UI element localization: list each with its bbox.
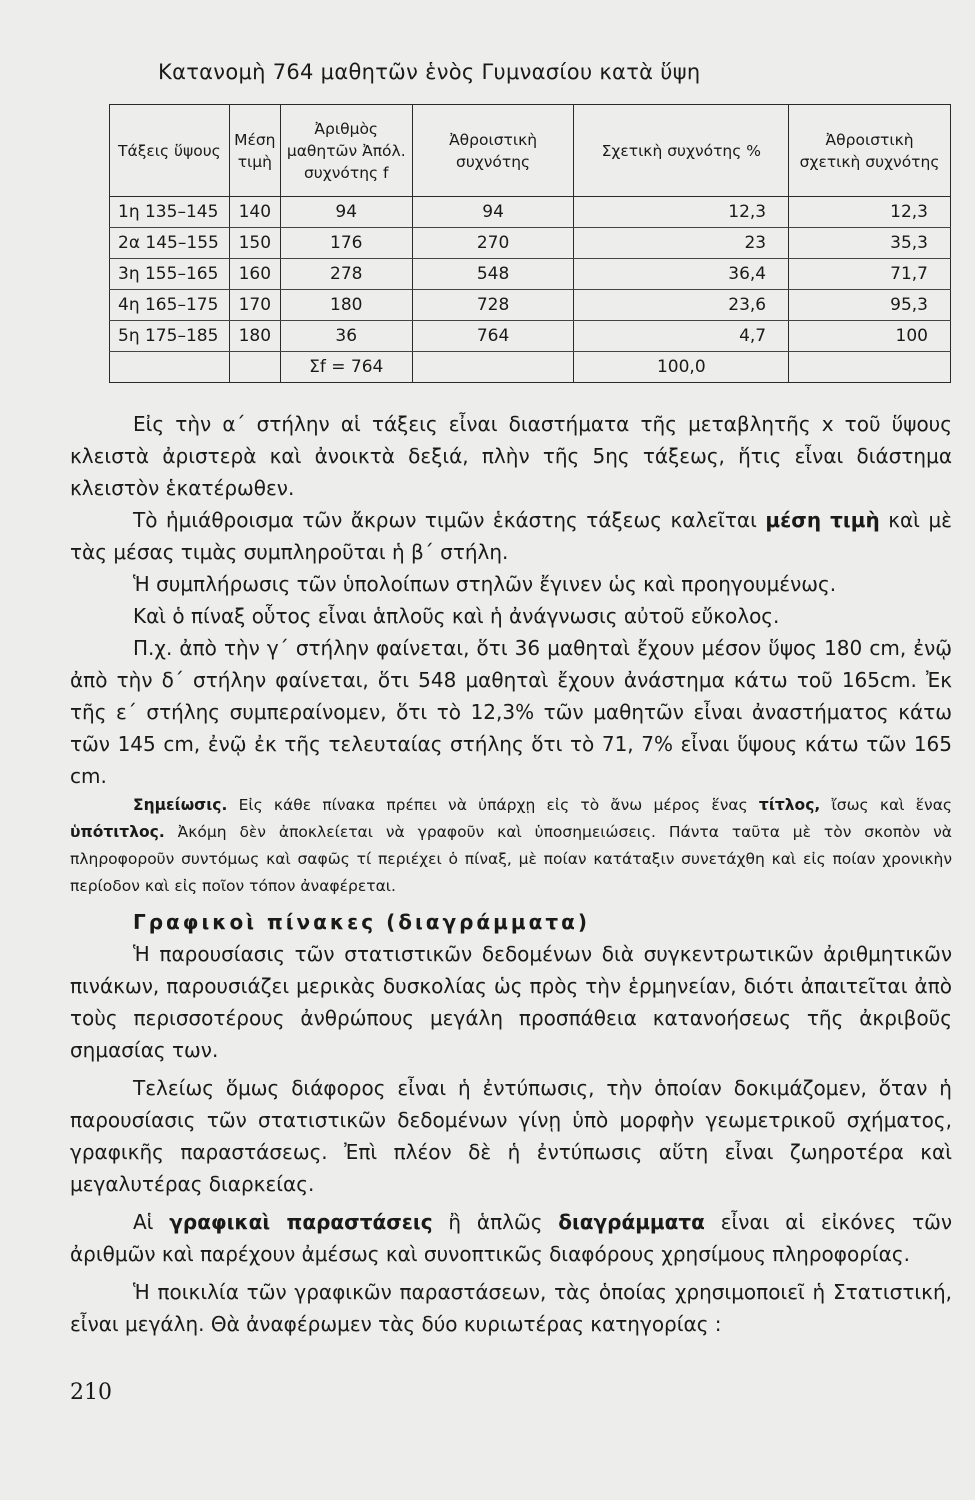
cell-class: 1η 135–145 xyxy=(110,197,230,228)
cell-cumulative-relative: 95,3 xyxy=(789,290,951,321)
cell-mean: 170 xyxy=(229,290,280,321)
header-cumulative-relative: Ἀθροιστικὴ σχετικὴ συχνότης xyxy=(789,105,951,197)
cell-class: 3η 155–165 xyxy=(110,259,230,290)
paragraph: Καὶ ὁ πίναξ οὗτος εἶναι ἁπλοῦς καὶ ἡ ἀνάγνωσις αὐτοῦ εὔκολος. xyxy=(133,604,780,628)
cell-frequency: 176 xyxy=(280,228,412,259)
table-row xyxy=(110,228,951,259)
note-label: Σημείωσις. xyxy=(133,796,228,814)
table-row xyxy=(110,321,951,352)
cell-mean: 140 xyxy=(229,197,280,228)
bold-term: μέση τιμὴ xyxy=(765,508,880,532)
cell-cumulative-relative: 71,7 xyxy=(789,259,951,290)
table-header-row xyxy=(110,105,951,197)
cell-class: 5η 175–185 xyxy=(110,321,230,352)
cell-frequency: 36 xyxy=(280,321,412,352)
cell-mean: 150 xyxy=(229,228,280,259)
cell-cumulative: 764 xyxy=(412,321,574,352)
header-cumulative: Ἀθροιστικὴ συχνότης xyxy=(412,105,574,197)
header-frequency: Ἀριθμὸς μαθητῶν Ἀπόλ. συχνότης f xyxy=(280,105,412,197)
paragraph: Τελείως ὅμως διάφορος εἶναι ἡ ἐντύπωσις, τὴν ὁποίαν δοκιμάζομεν, ὅταν ἡ παρουσίασις τῶν στατιστικῶν δεδομένων γίνῃ ὑπὸ μορφὴν γεωμετρικοῦ σχήματος, γραφικῆς παραστάσεως. Ἐπὶ πλέον δὲ ἡ ἐντύπωσις αὕτη εἶναι ζωηροτέρα καὶ μεγαλυτέρας διαρκείας. xyxy=(70,1076,952,1196)
cell-total-frequency: Σf = 764 xyxy=(280,352,412,383)
paragraph: Αἱ γραφικαὶ παραστάσεις ἢ ἁπλῶς διαγράμματα εἶναι αἱ εἰκόνες τῶν ἀριθμῶν καὶ παρέχουν ἀμέσως καὶ συνοπτικῶς διαφόρους χρησίμους πληροφορίας. xyxy=(70,1210,953,1266)
cell-cumulative: 94 xyxy=(412,197,574,228)
table-total-row xyxy=(110,352,951,383)
cell-class: 4η 165–175 xyxy=(110,290,230,321)
cell-class: 2α 145–155 xyxy=(110,228,230,259)
table-row xyxy=(110,197,951,228)
cell-cumulative-relative: 35,3 xyxy=(789,228,951,259)
cell-cumulative-relative: 100 xyxy=(789,321,951,352)
table-title: Κατανομὴ 764 μαθητῶν ἑνὸς Γυμνασίου κατὰ ὕψη xyxy=(158,60,701,84)
header-relative: Σχετικὴ συχνότης % xyxy=(574,105,789,197)
frequency-table xyxy=(109,104,951,383)
paragraph: Τὸ ἡμιάθροισμα τῶν ἄκρων τιμῶν ἑκάστης τάξεως καλεῖται μέση τιμὴ καὶ μὲ τὰς μέσας τιμὰς συμπληροῦται ἡ β΄ στήλη. xyxy=(70,508,952,564)
cell-relative: 12,3 xyxy=(574,197,789,228)
cell-frequency: 180 xyxy=(280,290,412,321)
section-heading: Γραφικοὶ πίνακες (διαγράμματα) xyxy=(133,910,590,934)
cell-mean: 160 xyxy=(229,259,280,290)
cell-cumulative-relative: 12,3 xyxy=(789,197,951,228)
cell-empty xyxy=(110,352,230,383)
cell-empty xyxy=(412,352,574,383)
paragraph: Εἰς τὴν α΄ στήλην αἱ τάξεις εἶναι διαστήματα τῆς μεταβλητῆς x τοῦ ὕψους κλειστὰ ἀριστερὰ καὶ ἀνοικτὰ δεξιά, πλὴν τῆς 5ης τάξεως, ἥτις εἶναι διάστημα κλειστὸν ἑκατέρωθεν. xyxy=(70,412,952,500)
cell-relative: 23,6 xyxy=(574,290,789,321)
table-row xyxy=(110,259,951,290)
main-text xyxy=(70,408,952,1340)
cell-total-relative: 100,0 xyxy=(574,352,789,383)
paragraph: Π.χ. ἀπὸ τὴν γ΄ στήλην φαίνεται, ὅτι 36 μαθηταὶ ἔχουν μέσον ὕψος 180 cm, ἐνῷ ἀπὸ τὴν δ΄ στήλην φαίνεται, ὅτι 548 μαθηταὶ ἔχουν ἀνάστημα κάτω τοῦ 165cm. Ἐκ τῆς ε΄ στήλης συμπεραίνομεν, ὅτι τὸ 12,3% τῶν μαθητῶν εἶναι ἀναστήματος κάτω τῶν 145 cm, ἐνῷ ἐκ τῆς τελευταίας στήλης ὅτι τὸ 71, 7% εἶναι ὕψους κάτω τῶν 165 cm. xyxy=(70,636,952,788)
page-number: 210 xyxy=(70,1380,112,1405)
paragraph: Ἡ ποικιλία τῶν γραφικῶν παραστάσεων, τὰς ὁποίας χρησιμοποιεῖ ἡ Στατιστική, εἶναι μεγάλη. Θὰ ἀναφέρωμεν τὰς δύο κυριωτέρας κατηγορίας : xyxy=(70,1280,952,1336)
header-classes: Τάξεις ὕψους xyxy=(110,105,230,197)
cell-empty xyxy=(789,352,951,383)
cell-empty xyxy=(229,352,280,383)
table-row xyxy=(110,290,951,321)
paragraph: Ἡ παρουσίασις τῶν στατιστικῶν δεδομένων διὰ συγκεντρωτικῶν ἀριθμητικῶν πινάκων, παρουσιάζει μερικὰς δυσκολίας ὡς πρὸς τὴν ἑρμηνείαν, διότι ἀπαιτεῖται ἀπὸ τοὺς περισσοτέρους ἀνθρώπους μεγάλη προσπάθεια κατανοήσεως τῆς ἀκριβοῦς σημασίας των. xyxy=(70,942,952,1062)
cell-cumulative: 728 xyxy=(412,290,574,321)
cell-relative: 4,7 xyxy=(574,321,789,352)
cell-frequency: 278 xyxy=(280,259,412,290)
cell-cumulative: 270 xyxy=(412,228,574,259)
header-mean: Μέση τιμὴ xyxy=(229,105,280,197)
cell-cumulative: 548 xyxy=(412,259,574,290)
paragraph: Ἡ συμπλήρωσις τῶν ὑπολοίπων στηλῶν ἔγινεν ὡς καὶ προηγουμένως. xyxy=(133,572,837,596)
cell-relative: 36,4 xyxy=(574,259,789,290)
cell-mean: 180 xyxy=(229,321,280,352)
cell-relative: 23 xyxy=(574,228,789,259)
cell-frequency: 94 xyxy=(280,197,412,228)
note-paragraph: Σημείωσις. Εἰς κάθε πίνακα πρέπει νὰ ὑπάρχῃ εἰς τὸ ἄνω μέρος ἕνας τίτλος, ἴσως καὶ ἕνας ὑπότιτλος. Ἀκόμη δὲν ἀποκλείεται νὰ γραφοῦν καὶ ὑποσημειώσεις. Πάντα ταῦτα μὲ τὸν σκοπὸν νὰ πληροφοροῦν συντόμως καὶ σαφῶς τί περιέχει ὁ πίναξ, μὲ ποίαν κατάταξιν συνετάχθη καὶ εἰς ποίαν χρονικὴν περίοδον καὶ εἰς ποῖον τόπον ἀναφέρεται. xyxy=(70,796,953,895)
